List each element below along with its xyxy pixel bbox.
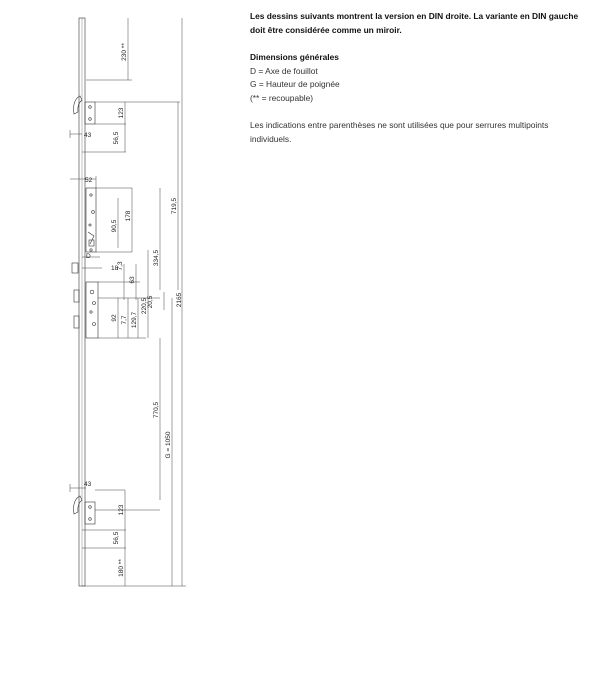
dim-7195: 719,5 [171,197,178,215]
dim-77: 7,7 [121,315,128,325]
dim-90: 90,5 [111,219,118,233]
dim-205: 20,5 [147,295,154,309]
secondary-lock-case [74,282,98,338]
note-line-recut: (** = recoupable) [250,92,314,103]
dim-2205: 220,5 [141,297,148,315]
dim-43-bottom: 43 [84,481,92,488]
dim-230: 230 ** [121,43,128,61]
dim-56-top: 56,5 [113,131,120,145]
note-line-g: G = Hauteur de poignée [250,79,340,89]
dim-3345: 334,5 [153,249,160,267]
dim-18: 18 [111,265,119,272]
dim-123-top: 123 [118,107,125,119]
note-line-d: D = Axe de fouillot [250,65,318,76]
dim-52: 52 [85,177,93,184]
dim-180: 180 ** [118,559,125,577]
dim-73: 7,3 [117,261,124,271]
dim-92: 92 [111,314,118,322]
footnote-text: Les indications entre parenthèses ne sont utilisées que pour serrures multipoints individuels. [250,120,549,144]
dimension-lines [70,18,186,586]
dim-43-top: 43 [84,132,92,139]
dim-7705: 770,5 [153,401,160,419]
dimensions-heading: Dimensions générales [250,52,339,62]
dimension-labels [84,43,183,577]
dim-56-bottom: 56,5 [113,531,120,545]
dim-63: 63 [129,276,136,284]
dim-G: G = 1050 [165,431,172,459]
notes-panel [250,10,580,146]
main-lock-case [72,188,96,273]
top-hook-bolt [74,96,95,124]
bottom-hook-bolt [74,496,95,524]
dim-1297: 129,7 [131,311,138,329]
intro-text: Les dessins suivants montrent la version en DIN droite. La variante en DIN gauche doit être considérée comme un miroir. [250,11,579,35]
dim-123-bottom: 123 [118,504,125,516]
dim-2165: 2165 [176,292,183,308]
dim-178: 178 [125,210,132,222]
dim-D: D [86,253,91,260]
